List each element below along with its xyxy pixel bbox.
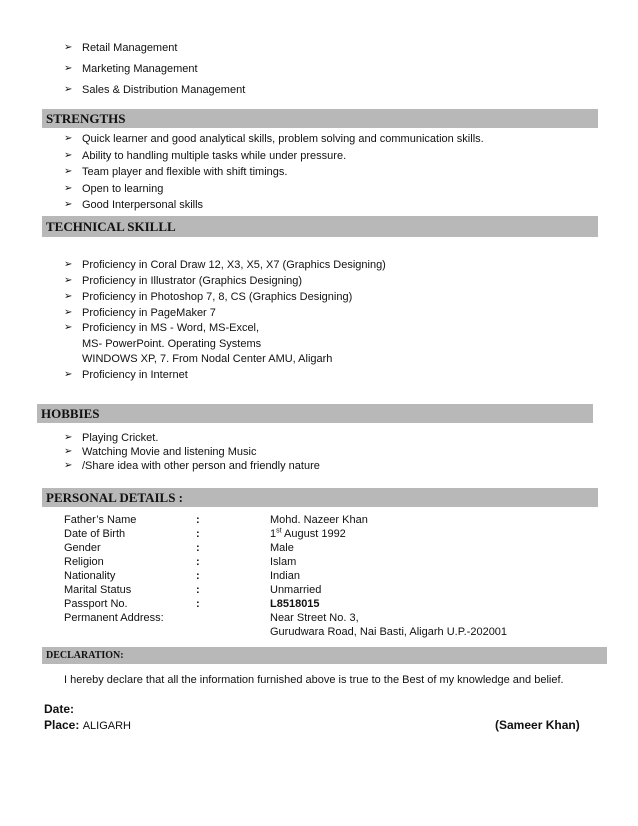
detail-label: Father’s Name	[64, 514, 137, 526]
detail-row	[64, 514, 584, 528]
arrow-bullet-icon: ➢	[64, 150, 73, 161]
arrow-bullet-icon: ➢	[64, 199, 73, 210]
arrow-bullet-icon: ➢	[64, 166, 73, 177]
detail-label: Date of Birth	[64, 528, 126, 540]
list-item-text: Proficiency in Illustrator (Graphics Designing)	[82, 275, 303, 287]
detail-colon: :	[196, 542, 200, 554]
list-item	[64, 199, 203, 211]
list-item	[64, 150, 346, 162]
list-item	[64, 183, 163, 195]
list-item	[64, 63, 198, 75]
date-label: Date:	[44, 702, 75, 716]
arrow-bullet-icon: ➢	[64, 291, 73, 302]
arrow-bullet-icon: ➢	[64, 446, 73, 457]
arrow-bullet-icon: ➢	[64, 460, 73, 471]
detail-label: Marital Status	[64, 584, 132, 596]
detail-row	[64, 570, 584, 584]
dob-month-year: August 1992	[281, 528, 346, 540]
section-heading-text: HOBBIES	[41, 405, 100, 421]
list-item-text: Proficiency in Coral Draw 12, X3, X5, X7 (Graphics Designing)	[82, 259, 386, 271]
list-item	[64, 446, 256, 458]
list-item	[64, 322, 259, 334]
detail-colon: :	[196, 556, 200, 568]
detail-value: Near Street No. 3,	[270, 612, 359, 624]
list-item	[64, 307, 216, 319]
list-item-text: Marketing Management	[82, 63, 198, 75]
list-item-continuation: MS- PowerPoint. Operating Systems	[82, 338, 262, 350]
section-heading-personal-details	[42, 488, 598, 507]
detail-row	[64, 626, 584, 640]
detail-row	[64, 528, 584, 542]
arrow-bullet-icon: ➢	[64, 133, 73, 144]
dob-day: 1	[270, 528, 277, 540]
list-item	[64, 432, 158, 444]
arrow-bullet-icon: ➢	[64, 322, 73, 333]
list-item-text: Sales & Distribution Management	[82, 84, 246, 96]
detail-row	[64, 612, 584, 626]
arrow-bullet-icon: ➢	[64, 42, 73, 53]
list-item	[64, 291, 352, 303]
detail-colon: :	[196, 570, 200, 582]
detail-value: Mohd. Nazeer Khan	[270, 514, 368, 526]
detail-row	[64, 584, 584, 598]
list-item	[64, 275, 302, 287]
detail-colon: :	[196, 528, 200, 540]
section-heading-technical	[42, 216, 598, 237]
detail-value: Indian	[270, 570, 300, 582]
detail-label: Nationality	[64, 570, 116, 582]
arrow-bullet-icon: ➢	[64, 275, 73, 286]
section-heading-text: DECLARATION:	[46, 650, 124, 661]
arrow-bullet-icon: ➢	[64, 84, 73, 95]
list-item-text: Quick learner and good analytical skills, problem solving and communication skills.	[82, 133, 484, 145]
arrow-bullet-icon: ➢	[64, 432, 73, 443]
arrow-bullet-icon: ➢	[64, 63, 73, 74]
list-item-text: Ability to handling multiple tasks while under pressure.	[82, 150, 347, 162]
dob-ordinal: st	[276, 527, 282, 535]
detail-label: Gender	[64, 542, 101, 554]
arrow-bullet-icon: ➢	[64, 307, 73, 318]
list-item-text: Proficiency in Internet	[82, 369, 188, 381]
detail-row	[64, 556, 584, 570]
arrow-bullet-icon: ➢	[64, 369, 73, 380]
list-item	[64, 460, 320, 472]
place-value: ALIGARH	[82, 720, 131, 732]
section-heading-text: STRENGTHS	[46, 110, 126, 126]
list-item-text: Retail Management	[82, 42, 178, 54]
place-line	[44, 718, 131, 732]
detail-label: Permanent Address:	[64, 612, 164, 624]
detail-label: Passport No.	[64, 598, 128, 610]
section-heading-text: TECHNICAL SKILLL	[46, 218, 176, 234]
detail-label: Religion	[64, 556, 104, 568]
list-item-text: Proficiency in Photoshop 7, 8, CS (Graphics Designing)	[82, 291, 353, 303]
detail-value	[270, 528, 346, 540]
list-item-text: Open to learning	[82, 183, 164, 195]
section-heading-hobbies	[37, 404, 593, 423]
detail-row	[64, 542, 584, 556]
list-item-text: Playing Cricket.	[82, 432, 159, 444]
list-item-text: /Share idea with other person and friendly nature	[82, 460, 320, 472]
detail-colon: :	[196, 584, 200, 596]
detail-value: Male	[270, 542, 294, 554]
detail-colon: :	[196, 514, 200, 526]
list-item	[64, 42, 177, 54]
list-item-text: Team player and flexible with shift timings.	[82, 166, 288, 178]
list-item-text: Proficiency in PageMaker 7	[82, 307, 216, 319]
detail-value: Gurudwara Road, Nai Basti, Aligarh U.P.-202001	[270, 626, 508, 638]
detail-row	[64, 598, 584, 612]
section-heading-strengths	[42, 109, 598, 128]
list-item	[64, 166, 287, 178]
place-label: Place:	[44, 718, 80, 732]
signature-name: (Sameer Khan)	[495, 718, 580, 732]
arrow-bullet-icon: ➢	[64, 183, 73, 194]
list-item	[64, 84, 245, 96]
detail-value: Unmarried	[270, 584, 322, 596]
detail-value: L8518015	[270, 598, 320, 610]
list-item	[64, 369, 188, 381]
section-heading-text: PERSONAL DETAILS :	[46, 489, 184, 505]
list-item	[64, 133, 484, 145]
detail-value: Islam	[270, 556, 297, 568]
list-item-continuation: WINDOWS XP, 7. From Nodal Center AMU, Aligarh	[82, 353, 333, 365]
arrow-bullet-icon: ➢	[64, 259, 73, 270]
declaration-text: I hereby declare that all the information furnished above is true to the Best of my knowledge and belief.	[64, 674, 564, 686]
list-item	[64, 259, 386, 271]
detail-colon: :	[196, 598, 200, 610]
list-item-text: Good Interpersonal skills	[82, 199, 204, 211]
list-item-text: Watching Movie and listening Music	[82, 446, 257, 458]
list-item-text: Proficiency in MS - Word, MS-Excel,	[82, 322, 260, 334]
section-heading-declaration	[42, 647, 607, 664]
